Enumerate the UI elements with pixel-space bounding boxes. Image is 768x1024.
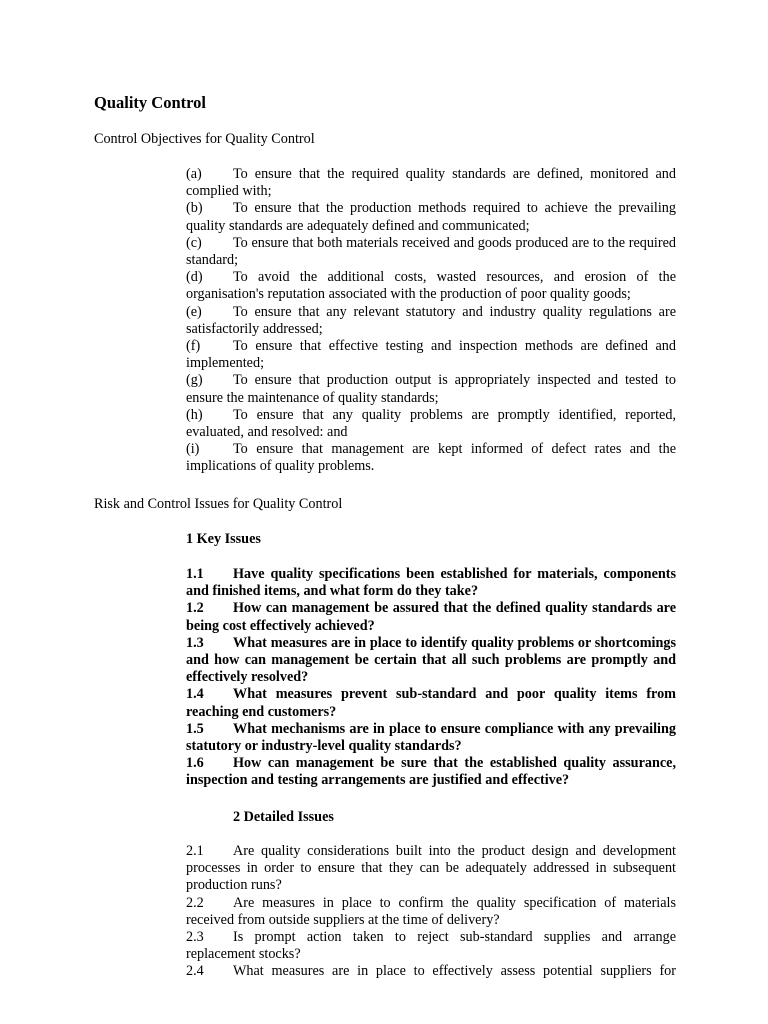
item-text: Have quality specifications been established for materials, components and finished items, and what form do they take? (186, 566, 676, 600)
page-title: Quality Control (94, 93, 206, 112)
item-text: To ensure that both materials received and goods produced are to the required standard; (186, 234, 676, 269)
list-item (186, 686, 676, 720)
item-label: 1.2 (186, 600, 204, 617)
item-label: (c) (186, 234, 202, 251)
item-label: 1.1 (186, 566, 204, 582)
list-item (186, 235, 676, 269)
list-item (186, 566, 676, 600)
item-text: What measures prevent sub-standard and poor quality items from reaching end customers? (186, 686, 676, 720)
list-item (186, 895, 676, 929)
item-label: 2.1 (186, 843, 204, 859)
list-item (186, 200, 676, 234)
item-label: (a) (186, 166, 202, 182)
list-item (186, 407, 676, 441)
list-item (186, 929, 676, 963)
item-label: 2.3 (186, 929, 204, 946)
item-text: To avoid the additional costs, wasted resources, and erosion of the organisation's reputation associated with the production of poor quality goods; (186, 269, 676, 303)
item-text: To ensure that the required quality standards are defined, monitored and complied with; (186, 166, 676, 200)
item-text: To ensure that the production methods required to achieve the prevailing quality standards are adequately defined and communicated; (186, 200, 676, 234)
list-item (186, 166, 676, 200)
item-text: To ensure that any relevant statutory and industry quality regulations are satisfactorily addressed; (186, 303, 676, 337)
item-text: How can management be assured that the defined quality standards are being cost effectively achieved? (186, 600, 676, 634)
item-label: (b) (186, 200, 203, 217)
item-label: 1.4 (186, 686, 204, 703)
item-label: (h) (186, 406, 203, 423)
item-text: What measures are in place to effectively assess potential suppliers for (233, 963, 676, 980)
item-text: What mechanisms are in place to ensure compliance with any prevailing statutory or industry-level quality standards? (186, 720, 676, 755)
section-heading: 1 Key Issues (186, 531, 261, 547)
item-label: 1.6 (186, 755, 204, 772)
item-label: 2.2 (186, 894, 204, 911)
detailed-issues-heading (186, 809, 676, 826)
item-label: 1.3 (186, 634, 204, 651)
key-issues-list (186, 566, 676, 790)
list-item (186, 269, 676, 303)
item-text: To ensure that management are kept informed of defect rates and the implications of quality problems. (186, 441, 676, 475)
list-item (186, 372, 676, 406)
item-label: 2.4 (186, 963, 204, 980)
list-item (186, 600, 676, 634)
item-text: Is prompt action taken to reject sub-standard supplies and arrange replacement stocks? (186, 929, 676, 963)
item-text: Are quality considerations built into the product design and development processes in order to ensure that they can be adequately addressed in subsequent production runs? (186, 843, 676, 894)
risk-heading: Risk and Control Issues for Quality Control (94, 496, 343, 512)
item-text: To ensure that effective testing and inspection methods are defined and implemented; (186, 338, 676, 372)
item-text: To ensure that any quality problems are promptly identified, reported, evaluated, and resolved: and (186, 406, 676, 441)
list-item (186, 441, 676, 475)
item-text: What measures are in place to identify quality problems or shortcomings and how can management be certain that all such problems are promptly and effectively resolved? (186, 634, 676, 686)
list-item (186, 843, 676, 895)
list-item (186, 721, 676, 755)
list-item (186, 338, 676, 372)
objectives-heading: Control Objectives for Quality Control (94, 131, 315, 147)
list-item (186, 755, 676, 789)
item-text: How can management be sure that the established quality assurance, inspection and testing arrangements are justified and effective? (186, 755, 676, 789)
item-label: (d) (186, 269, 203, 286)
list-item (186, 635, 676, 687)
item-label: (g) (186, 372, 203, 389)
item-text: Are measures in place to confirm the quality specification of materials received from outside suppliers at the time of delivery? (186, 894, 676, 928)
item-text: To ensure that production output is appropriately inspected and tested to ensure the maintenance of quality standards; (186, 372, 676, 406)
item-label: (e) (186, 303, 202, 320)
section-heading: 2 Detailed Issues (233, 809, 334, 825)
item-label: (f) (186, 338, 201, 355)
detailed-issues-list (186, 843, 676, 981)
item-label: 1.5 (186, 720, 204, 737)
list-item (186, 963, 676, 980)
key-issues-heading (186, 531, 676, 548)
list-item (186, 304, 676, 338)
objectives-list (186, 166, 676, 476)
item-label: (i) (186, 441, 200, 458)
